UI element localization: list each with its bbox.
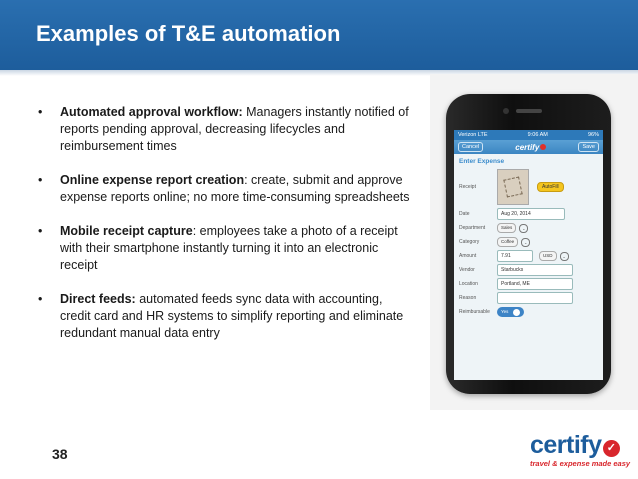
reason-field[interactable] — [497, 292, 573, 304]
chevron-down-icon[interactable]: ⌄ — [521, 238, 530, 247]
bullet-item — [36, 104, 416, 155]
date-row — [454, 207, 603, 221]
carrier-text: Verizon LTE — [458, 132, 488, 138]
brand-word: certify — [515, 142, 540, 152]
department-select[interactable]: Sales — [497, 223, 516, 233]
app-navbar — [454, 140, 603, 154]
bullet-item — [36, 291, 416, 342]
time-text: 9:06 AM — [527, 132, 548, 138]
check-icon — [540, 144, 546, 150]
camera-icon — [503, 108, 509, 114]
receipt-thumbnail[interactable] — [497, 169, 529, 205]
autofill-button[interactable]: AutoFill — [537, 182, 564, 192]
bullet-item — [36, 223, 416, 274]
bullet-dot: • — [38, 105, 43, 119]
department-row — [454, 221, 603, 235]
app-brand — [515, 143, 546, 152]
save-button[interactable]: Save — [578, 142, 599, 152]
check-icon: ✓ — [603, 440, 620, 457]
amount-row — [454, 249, 603, 263]
chevron-down-icon[interactable]: ⌄ — [519, 224, 528, 233]
category-row — [454, 235, 603, 249]
bullet-dot: • — [38, 173, 43, 187]
receipt-label: Receipt — [459, 184, 476, 190]
reason-row — [454, 291, 603, 305]
location-field[interactable]: Portland, ME — [497, 278, 573, 290]
amount-field[interactable]: 7.91 — [497, 250, 533, 262]
certify-logo — [530, 432, 630, 468]
bullet-text: : create, submit and approve expense reports online; no more time-consuming spreadsheets — [60, 173, 410, 204]
form-title: Enter Expense — [459, 158, 505, 165]
reimbursable-row — [454, 305, 603, 319]
toggle-knob — [513, 309, 520, 316]
bullet-bold: Mobile receipt capture — [60, 224, 193, 238]
logo-tagline: travel & expense made easy — [530, 459, 631, 468]
bullet-text: Managers instantly notified of reports pending approval, decreasing lifecycles and reimbursement times — [60, 105, 409, 153]
phone-screen — [454, 130, 603, 380]
vendor-row — [454, 263, 603, 277]
category-label: Category — [459, 239, 480, 245]
receipt-row — [454, 167, 603, 207]
toggle-text: Yes — [501, 309, 509, 314]
category-select[interactable]: Coffee — [497, 237, 518, 247]
bullet-bold: Online expense report creation — [60, 173, 245, 187]
reimbursable-toggle[interactable] — [497, 307, 524, 317]
chevron-down-icon[interactable]: ⌄ — [560, 252, 569, 261]
slide-title: Examples of T&E automation — [36, 21, 341, 46]
cancel-button[interactable]: Cancel — [458, 142, 483, 152]
logo-wordmark — [530, 432, 630, 458]
reason-label: Reason — [459, 295, 477, 301]
currency-select[interactable]: USD — [539, 251, 557, 261]
speaker-icon — [516, 109, 542, 113]
page-number: 38 — [52, 446, 68, 462]
phone-mockup — [446, 94, 611, 394]
vendor-label: Vendor — [459, 267, 475, 273]
battery-text: 96% — [587, 132, 599, 138]
reimbursable-label: Reimbursable — [459, 309, 490, 315]
slide-header — [0, 0, 638, 70]
status-bar — [454, 130, 603, 140]
bullet-dot: • — [38, 224, 43, 238]
location-label: Location — [459, 281, 478, 287]
amount-label: Amount — [459, 253, 477, 259]
bullet-item — [36, 172, 416, 206]
bullet-bold: Automated approval workflow: — [60, 105, 243, 119]
logo-word-text: certify — [530, 431, 602, 459]
bullet-bold: Direct feeds: — [60, 292, 136, 306]
location-row — [454, 277, 603, 291]
bullet-text: : employees take a photo of a receipt with their smartphone instantly turning it into an electronic receipt — [60, 224, 398, 272]
bullet-list — [36, 104, 416, 359]
date-field[interactable]: Aug 20, 2014 — [497, 208, 565, 220]
date-label: Date — [459, 211, 470, 217]
vendor-field[interactable]: Starbucks — [497, 264, 573, 276]
bullet-text: automated feeds sync data with accounting, credit card and HR systems to simplify reporting and eliminate redundant manual data entry — [60, 292, 404, 340]
department-label: Department — [459, 225, 486, 231]
bullet-dot: • — [38, 292, 43, 306]
